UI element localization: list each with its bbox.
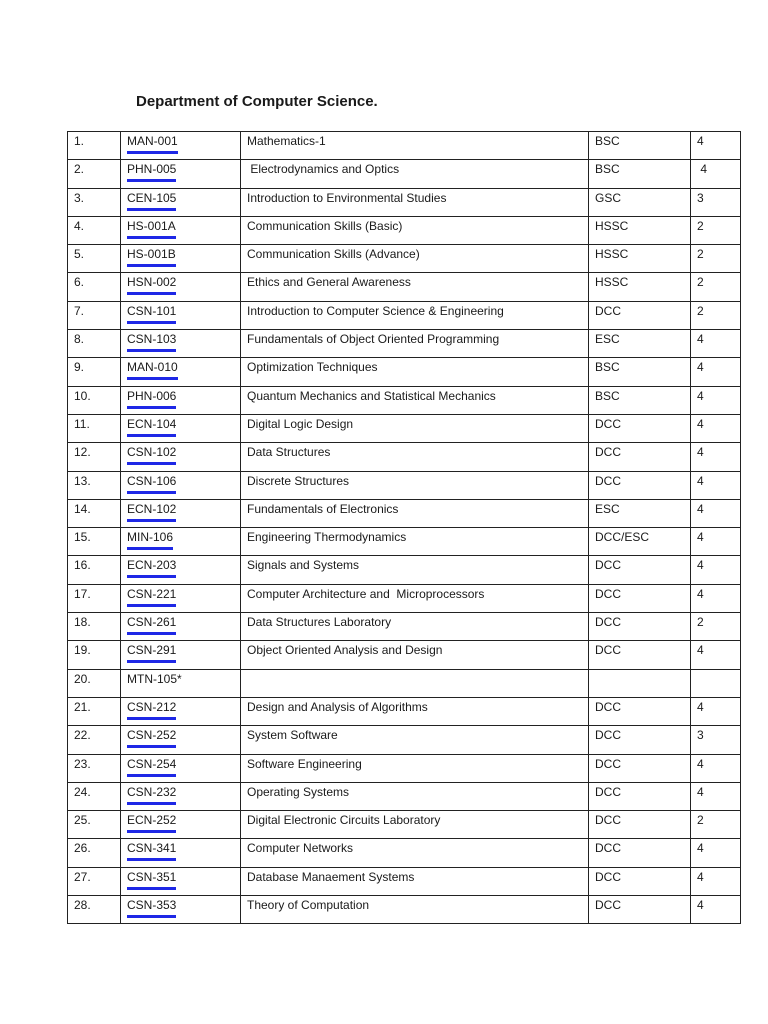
course-code[interactable]: HSN-002 (127, 273, 176, 295)
course-title: Fundamentals of Object Oriented Programming (241, 330, 589, 358)
table-row (68, 613, 741, 641)
course-category: DCC (589, 782, 691, 810)
course-code-cell (121, 697, 241, 725)
row-number: 28. (68, 896, 121, 924)
course-title: Data Structures (241, 443, 589, 471)
course-code-cell (121, 132, 241, 160)
course-credits: 4 (691, 160, 741, 188)
course-category: DCC (589, 754, 691, 782)
course-credits: 4 (691, 386, 741, 414)
course-code[interactable]: CEN-105 (127, 189, 176, 211)
course-credits: 2 (691, 245, 741, 273)
course-code[interactable]: CSN-212 (127, 698, 176, 720)
course-code[interactable]: ECN-104 (127, 415, 176, 437)
course-code[interactable]: MTN-105* (127, 671, 182, 686)
table-row (68, 160, 741, 188)
table-row (68, 216, 741, 244)
row-number: 13. (68, 471, 121, 499)
course-category: DCC (589, 301, 691, 329)
course-category: DCC (589, 471, 691, 499)
course-title: Digital Electronic Circuits Laboratory (241, 811, 589, 839)
course-credits: 4 (691, 556, 741, 584)
row-number: 19. (68, 641, 121, 669)
course-category: DCC (589, 584, 691, 612)
row-number: 6. (68, 273, 121, 301)
course-code-cell (121, 443, 241, 471)
course-code-cell (121, 245, 241, 273)
course-credits: 2 (691, 301, 741, 329)
course-title: Introduction to Environmental Studies (241, 188, 589, 216)
course-credits: 4 (691, 330, 741, 358)
course-credits: 4 (691, 443, 741, 471)
course-title: Object Oriented Analysis and Design (241, 641, 589, 669)
row-number: 26. (68, 839, 121, 867)
course-code[interactable]: MAN-001 (127, 132, 178, 154)
course-category: DCC (589, 811, 691, 839)
course-table-body (68, 132, 741, 924)
course-credits: 2 (691, 216, 741, 244)
course-credits: 4 (691, 358, 741, 386)
row-number: 2. (68, 160, 121, 188)
course-code[interactable]: CSN-221 (127, 585, 176, 607)
course-credits: 2 (691, 613, 741, 641)
course-category: DCC (589, 613, 691, 641)
course-credits: 4 (691, 584, 741, 612)
table-row (68, 245, 741, 273)
course-credits: 4 (691, 471, 741, 499)
table-row (68, 641, 741, 669)
course-code-cell (121, 811, 241, 839)
row-number: 10. (68, 386, 121, 414)
course-title: Optimization Techniques (241, 358, 589, 386)
row-number: 5. (68, 245, 121, 273)
course-credits: 3 (691, 188, 741, 216)
course-code-cell (121, 556, 241, 584)
course-code-cell (121, 386, 241, 414)
row-number: 16. (68, 556, 121, 584)
course-category: HSSC (589, 245, 691, 273)
course-title: Mathematics-1 (241, 132, 589, 160)
table-row (68, 330, 741, 358)
course-category: BSC (589, 132, 691, 160)
course-credits (691, 669, 741, 697)
course-credits: 2 (691, 273, 741, 301)
course-title: Communication Skills (Basic) (241, 216, 589, 244)
row-number: 17. (68, 584, 121, 612)
table-row (68, 811, 741, 839)
course-title: Communication Skills (Advance) (241, 245, 589, 273)
course-credits: 4 (691, 867, 741, 895)
table-row (68, 584, 741, 612)
row-number: 9. (68, 358, 121, 386)
course-category: DCC (589, 726, 691, 754)
course-title: Engineering Thermodynamics (241, 528, 589, 556)
course-credits: 4 (691, 641, 741, 669)
course-credits: 3 (691, 726, 741, 754)
course-category: DCC (589, 414, 691, 442)
course-title: Operating Systems (241, 782, 589, 810)
course-code[interactable]: MIN-106 (127, 528, 173, 550)
table-row (68, 782, 741, 810)
course-code-cell (121, 754, 241, 782)
table-row (68, 669, 741, 697)
course-credits: 2 (691, 811, 741, 839)
course-code[interactable]: ECN-203 (127, 556, 176, 578)
table-row (68, 867, 741, 895)
course-category: BSC (589, 358, 691, 386)
course-code[interactable]: PHN-006 (127, 387, 176, 409)
course-category (589, 669, 691, 697)
course-title: Digital Logic Design (241, 414, 589, 442)
table-row (68, 273, 741, 301)
course-code-cell (121, 301, 241, 329)
row-number: 12. (68, 443, 121, 471)
row-number: 27. (68, 867, 121, 895)
course-code-cell (121, 499, 241, 527)
table-row (68, 132, 741, 160)
course-title: Fundamentals of Electronics (241, 499, 589, 527)
course-title: Electrodynamics and Optics (241, 160, 589, 188)
course-code-cell (121, 330, 241, 358)
course-category: ESC (589, 330, 691, 358)
row-number: 15. (68, 528, 121, 556)
table-row (68, 499, 741, 527)
table-row (68, 443, 741, 471)
course-credits: 4 (691, 414, 741, 442)
course-title: Database Manaement Systems (241, 867, 589, 895)
course-category: DCC/ESC (589, 528, 691, 556)
course-title: Design and Analysis of Algorithms (241, 697, 589, 725)
course-title: Ethics and General Awareness (241, 273, 589, 301)
course-code[interactable]: HS-001B (127, 245, 176, 267)
course-credits: 4 (691, 839, 741, 867)
row-number: 11. (68, 414, 121, 442)
course-code[interactable]: CSN-261 (127, 613, 176, 635)
course-category: GSC (589, 188, 691, 216)
course-category: DCC (589, 839, 691, 867)
course-title: Quantum Mechanics and Statistical Mechanics (241, 386, 589, 414)
row-number: 8. (68, 330, 121, 358)
course-credits: 4 (691, 499, 741, 527)
course-code[interactable]: CSN-291 (127, 641, 176, 663)
course-credits: 4 (691, 754, 741, 782)
course-category: DCC (589, 556, 691, 584)
course-code[interactable]: CSN-252 (127, 726, 176, 748)
course-code[interactable]: CSN-232 (127, 783, 176, 805)
course-code[interactable]: CSN-341 (127, 839, 176, 861)
course-code[interactable]: PHN-005 (127, 160, 176, 182)
course-code[interactable]: MAN-010 (127, 358, 178, 380)
course-credits: 4 (691, 528, 741, 556)
row-number: 14. (68, 499, 121, 527)
course-code-cell (121, 414, 241, 442)
course-category: DCC (589, 896, 691, 924)
course-category: HSSC (589, 273, 691, 301)
course-code[interactable]: ECN-252 (127, 811, 176, 833)
course-code[interactable]: HS-001A (127, 217, 176, 239)
course-title: Introduction to Computer Science & Engineering (241, 301, 589, 329)
course-code-cell (121, 471, 241, 499)
course-code-cell (121, 669, 241, 697)
course-code-cell (121, 216, 241, 244)
course-category: DCC (589, 443, 691, 471)
course-code-cell (121, 160, 241, 188)
row-number: 7. (68, 301, 121, 329)
course-code-cell (121, 839, 241, 867)
row-number: 20. (68, 669, 121, 697)
course-credits: 4 (691, 782, 741, 810)
course-code[interactable]: CSN-351 (127, 868, 176, 890)
table-row (68, 754, 741, 782)
course-title: Theory of Computation (241, 896, 589, 924)
row-number: 21. (68, 697, 121, 725)
table-row (68, 414, 741, 442)
course-category: DCC (589, 867, 691, 895)
course-code-cell (121, 641, 241, 669)
table-row (68, 839, 741, 867)
course-category: BSC (589, 160, 691, 188)
row-number: 25. (68, 811, 121, 839)
course-code[interactable]: CSN-254 (127, 755, 176, 777)
table-row (68, 726, 741, 754)
table-row (68, 556, 741, 584)
table-row (68, 528, 741, 556)
course-title: Discrete Structures (241, 471, 589, 499)
row-number: 24. (68, 782, 121, 810)
course-code[interactable]: CSN-106 (127, 472, 176, 494)
course-category: DCC (589, 641, 691, 669)
row-number: 22. (68, 726, 121, 754)
table-row (68, 471, 741, 499)
course-table (67, 131, 741, 924)
course-code-cell (121, 726, 241, 754)
course-category: BSC (589, 386, 691, 414)
course-title: Data Structures Laboratory (241, 613, 589, 641)
course-title: Software Engineering (241, 754, 589, 782)
course-code-cell (121, 584, 241, 612)
table-row (68, 188, 741, 216)
row-number: 1. (68, 132, 121, 160)
course-title (241, 669, 589, 697)
table-row (68, 358, 741, 386)
table-row (68, 386, 741, 414)
course-code[interactable]: CSN-102 (127, 443, 176, 465)
row-number: 23. (68, 754, 121, 782)
course-title: Computer Networks (241, 839, 589, 867)
course-code[interactable]: CSN-353 (127, 896, 176, 918)
course-title: Signals and Systems (241, 556, 589, 584)
course-code-cell (121, 273, 241, 301)
table-row (68, 697, 741, 725)
course-code[interactable]: CSN-103 (127, 330, 176, 352)
course-title: Computer Architecture and Microprocessors (241, 584, 589, 612)
course-credits: 4 (691, 896, 741, 924)
course-code-cell (121, 188, 241, 216)
course-credits: 4 (691, 132, 741, 160)
course-category: HSSC (589, 216, 691, 244)
course-category: DCC (589, 697, 691, 725)
course-code-cell (121, 896, 241, 924)
course-code[interactable]: CSN-101 (127, 302, 176, 324)
course-code-cell (121, 782, 241, 810)
page-title: Department of Computer Science. (136, 93, 378, 110)
table-row (68, 896, 741, 924)
row-number: 18. (68, 613, 121, 641)
row-number: 4. (68, 216, 121, 244)
course-category: ESC (589, 499, 691, 527)
course-title: System Software (241, 726, 589, 754)
course-code-cell (121, 613, 241, 641)
course-code[interactable]: ECN-102 (127, 500, 176, 522)
course-credits: 4 (691, 697, 741, 725)
course-code-cell (121, 358, 241, 386)
table-row (68, 301, 741, 329)
course-code-cell (121, 867, 241, 895)
course-code-cell (121, 528, 241, 556)
row-number: 3. (68, 188, 121, 216)
